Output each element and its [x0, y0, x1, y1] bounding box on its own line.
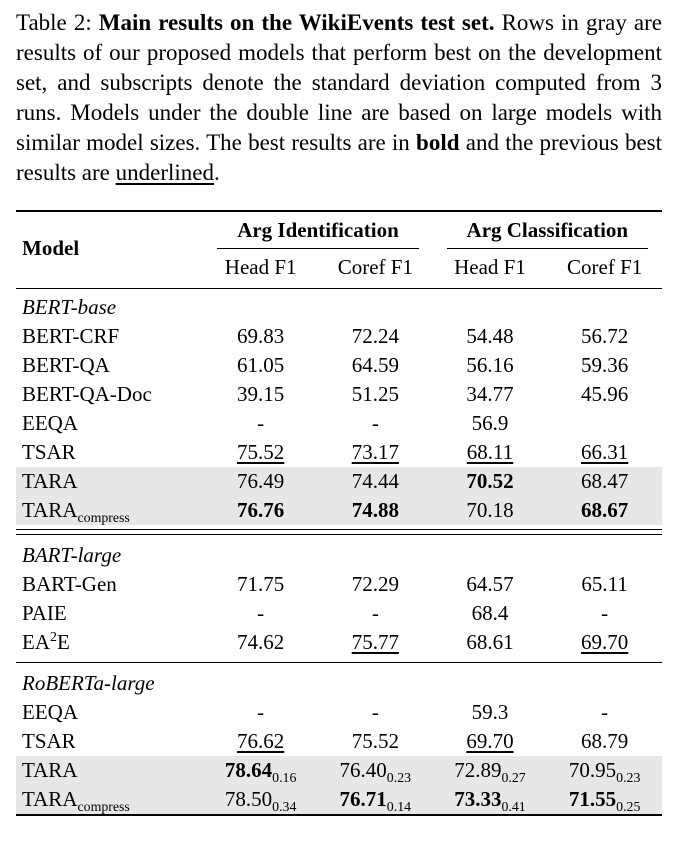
model-name-segment: BERT-QA: [22, 353, 110, 377]
std-dev-subscript: 0.23: [616, 770, 641, 786]
model-name-segment: compress: [77, 799, 130, 815]
metric-value: 73.17: [351, 440, 399, 464]
metric-cell: [433, 467, 548, 496]
metric-cell: [433, 380, 548, 409]
metric-value: 76.40: [339, 758, 387, 782]
metric-value: -: [257, 601, 265, 625]
metric-value: -: [601, 601, 609, 625]
metric-cell: [318, 698, 433, 727]
caption-segment: underlined: [115, 160, 214, 185]
model-name-segment: BART-Gen: [22, 572, 117, 596]
std-dev-subscript: 0.27: [501, 770, 526, 786]
table-header: [16, 211, 662, 289]
std-dev-subscript: 0.25: [616, 799, 641, 815]
model-name: [16, 570, 203, 599]
metric-cell: [547, 785, 662, 815]
model-name-segment: TARA: [22, 469, 78, 493]
table-row: [16, 322, 662, 351]
model-name: [16, 599, 203, 628]
std-dev-subscript: 0.14: [386, 799, 412, 815]
metric-value: 74.44: [351, 469, 399, 493]
table-row: [16, 785, 662, 815]
metric-value: 54.48: [466, 324, 514, 348]
table-row: [16, 380, 662, 409]
table-body: [16, 289, 662, 816]
metric-value: 59.36: [581, 353, 629, 377]
table-row: [16, 351, 662, 380]
metric-value: 59.3: [471, 700, 509, 724]
metric-value: 73.33: [454, 787, 502, 811]
metric-value: 75.52: [351, 729, 399, 753]
model-name-segment: PAIE: [22, 601, 67, 625]
metric-cell: [203, 628, 318, 657]
metric-value: -: [371, 601, 379, 625]
metric-cell: [203, 409, 318, 438]
metric-value: 39.15: [237, 382, 285, 406]
metric-value: 70.95: [568, 758, 617, 782]
metric-cell: [318, 467, 433, 496]
metric-cell: [318, 785, 433, 815]
metric-cell: [547, 438, 662, 467]
group-header-label: Arg Classification: [447, 218, 648, 249]
metric-value: -: [371, 411, 379, 435]
metric-cell: [433, 599, 548, 628]
metric-value: 78.64: [224, 758, 273, 782]
metric-cell: [547, 599, 662, 628]
metric-cell: [203, 599, 318, 628]
metric-cell: [433, 628, 548, 657]
section-row: [16, 289, 662, 323]
metric-value: 74.62: [237, 630, 285, 654]
metric-cell: [318, 351, 433, 380]
model-name-segment: TSAR: [22, 440, 76, 464]
group-header-arg-identification: [203, 211, 432, 249]
metric-cell: [433, 698, 548, 727]
model-name-segment: 2: [50, 629, 57, 644]
metric-value: 34.77: [466, 382, 514, 406]
metric-cell: [203, 438, 318, 467]
metric-cell: [547, 698, 662, 727]
model-name-segment: EEQA: [22, 700, 78, 724]
metric-cell: [318, 322, 433, 351]
std-dev-subscript: 0.16: [272, 770, 297, 786]
table-row: [16, 628, 662, 657]
caption-segment: bold: [416, 130, 460, 155]
metric-value: 56.9: [471, 411, 509, 435]
model-name: [16, 727, 203, 756]
group-header-arg-classification: [433, 211, 662, 249]
metric-value: -: [371, 700, 379, 724]
model-name-segment: TSAR: [22, 729, 76, 753]
section-label: BART-large: [22, 543, 122, 567]
double-rule: [16, 529, 662, 535]
metric-value: 70.52: [466, 469, 514, 493]
metric-value: 45.96: [581, 382, 629, 406]
table-row: [16, 599, 662, 628]
metric-cell: [547, 322, 662, 351]
metric-value: 56.72: [581, 324, 629, 348]
metric-cell: [547, 628, 662, 657]
metric-value: 71.75: [237, 572, 285, 596]
metric-cell: [433, 322, 548, 351]
metric-cell: [203, 322, 318, 351]
model-name: [16, 698, 203, 727]
model-name-segment: BERT-CRF: [22, 324, 120, 348]
metric-value: 72.29: [351, 572, 399, 596]
metric-cell: [318, 496, 433, 525]
model-name-segment: TARA: [22, 787, 78, 811]
metric-value: 61.05: [237, 353, 285, 377]
metric-cell: [318, 727, 433, 756]
subheader-coref-f1-identification: Coref F1: [318, 249, 433, 289]
subheader-head-f1-classification: Head F1: [433, 249, 548, 289]
metric-value: 74.88: [351, 498, 399, 522]
metric-value: -: [257, 411, 265, 435]
metric-cell: [433, 496, 548, 525]
metric-value: 64.59: [351, 353, 399, 377]
results-table: [16, 210, 662, 816]
metric-cell: [433, 351, 548, 380]
metric-value: 69.70: [466, 729, 514, 753]
metric-value: 68.11: [466, 440, 514, 464]
metric-cell: [433, 438, 548, 467]
section-label: BERT-base: [22, 295, 117, 319]
metric-cell: [547, 727, 662, 756]
metric-value: 66.31: [581, 440, 629, 464]
metric-cell: [433, 756, 548, 785]
metric-value: 72.89: [454, 758, 502, 782]
single-rule: [16, 662, 662, 663]
metric-cell: [433, 785, 548, 815]
metric-cell: [547, 570, 662, 599]
model-name: [16, 628, 203, 657]
metric-cell: [203, 727, 318, 756]
table-caption: [16, 8, 662, 188]
metric-value: 68.47: [581, 469, 629, 493]
metric-value: 71.55: [568, 787, 617, 811]
metric-cell: [203, 351, 318, 380]
separator-row: [16, 657, 662, 665]
metric-cell: [318, 438, 433, 467]
model-name: [16, 409, 203, 438]
model-name: [16, 496, 203, 525]
metric-value: 65.11: [581, 572, 628, 596]
section-row: [16, 665, 662, 698]
metric-cell: [433, 727, 548, 756]
table-row: [16, 698, 662, 727]
std-dev-subscript: 0.34: [272, 799, 297, 815]
metric-cell: [547, 756, 662, 785]
metric-cell: [203, 467, 318, 496]
model-name: [16, 756, 203, 785]
separator-row: [16, 525, 662, 537]
metric-cell: [318, 380, 433, 409]
metric-value: -: [257, 700, 265, 724]
metric-cell: [203, 380, 318, 409]
model-name: [16, 785, 203, 815]
model-name: [16, 322, 203, 351]
metric-value: 51.25: [351, 382, 399, 406]
model-name-segment: compress: [77, 510, 130, 526]
caption-segment: Table 2:: [16, 10, 99, 35]
table-row: [16, 727, 662, 756]
std-dev-subscript: 0.23: [386, 770, 412, 786]
table-row: [16, 756, 662, 785]
model-name-segment: E: [56, 630, 70, 654]
metric-value: 68.67: [581, 498, 629, 522]
metric-value: 76.49: [237, 469, 285, 493]
model-column-header: Model: [16, 211, 203, 289]
metric-cell: [203, 570, 318, 599]
metric-cell: [547, 467, 662, 496]
metric-value: 75.52: [237, 440, 285, 464]
metric-cell: [318, 756, 433, 785]
caption-segment: and the previous best results are: [16, 130, 662, 185]
metric-value: 76.71: [339, 787, 387, 811]
subheader-coref-f1-classification: Coref F1: [547, 249, 662, 289]
metric-value: 72.24: [351, 324, 399, 348]
metric-cell: [203, 698, 318, 727]
metric-cell: [203, 756, 318, 785]
metric-value: 70.18: [466, 498, 514, 522]
metric-value: 68.61: [466, 630, 514, 654]
table-row: [16, 438, 662, 467]
table-row: [16, 496, 662, 525]
metric-value: 76.62: [237, 729, 285, 753]
subheader-head-f1-identification: Head F1: [203, 249, 318, 289]
metric-cell: [318, 628, 433, 657]
group-header-label: Arg Identification: [217, 218, 418, 249]
caption-segment: .: [214, 160, 220, 185]
model-name: [16, 351, 203, 380]
table-row: [16, 570, 662, 599]
metric-value: 68.79: [581, 729, 629, 753]
model-name: [16, 380, 203, 409]
metric-value: 69.83: [237, 324, 285, 348]
metric-cell: [203, 785, 318, 815]
model-name: [16, 438, 203, 467]
metric-cell: [547, 380, 662, 409]
model-name-segment: EEQA: [22, 411, 78, 435]
metric-value: 68.4: [471, 601, 509, 625]
metric-value: 75.77: [351, 630, 399, 654]
metric-cell: [547, 409, 662, 438]
table-row: [16, 467, 662, 496]
caption-segment: Main results on the WikiEvents test set.: [98, 10, 495, 35]
model-name: [16, 467, 203, 496]
metric-cell: [433, 570, 548, 599]
section-label: RoBERTa-large: [22, 671, 155, 695]
metric-value: 56.16: [466, 353, 514, 377]
model-name-segment: TARA: [22, 758, 78, 782]
header-group-row: [16, 211, 662, 249]
table-row: [16, 409, 662, 438]
metric-value: -: [601, 700, 609, 724]
metric-cell: [318, 599, 433, 628]
metric-value: 78.50: [224, 787, 273, 811]
metric-value: 64.57: [466, 572, 514, 596]
metric-value: 76.76: [237, 498, 285, 522]
model-name-segment: BERT-QA-Doc: [22, 382, 152, 406]
metric-cell: [203, 496, 318, 525]
std-dev-subscript: 0.41: [501, 799, 526, 815]
metric-value: 69.70: [581, 630, 629, 654]
metric-cell: [318, 570, 433, 599]
metric-cell: [547, 496, 662, 525]
metric-cell: [318, 409, 433, 438]
section-row: [16, 537, 662, 570]
model-name-segment: TARA: [22, 498, 78, 522]
metric-cell: [433, 409, 548, 438]
metric-cell: [547, 351, 662, 380]
model-name-segment: EA: [22, 630, 50, 654]
caption-segment: Rows in gray are results of our proposed models that perform best on the development set, and subscripts denote the standard deviation computed from 3 runs. Models under the double line are based on large models with similar model sizes. The best results are in: [16, 10, 662, 155]
